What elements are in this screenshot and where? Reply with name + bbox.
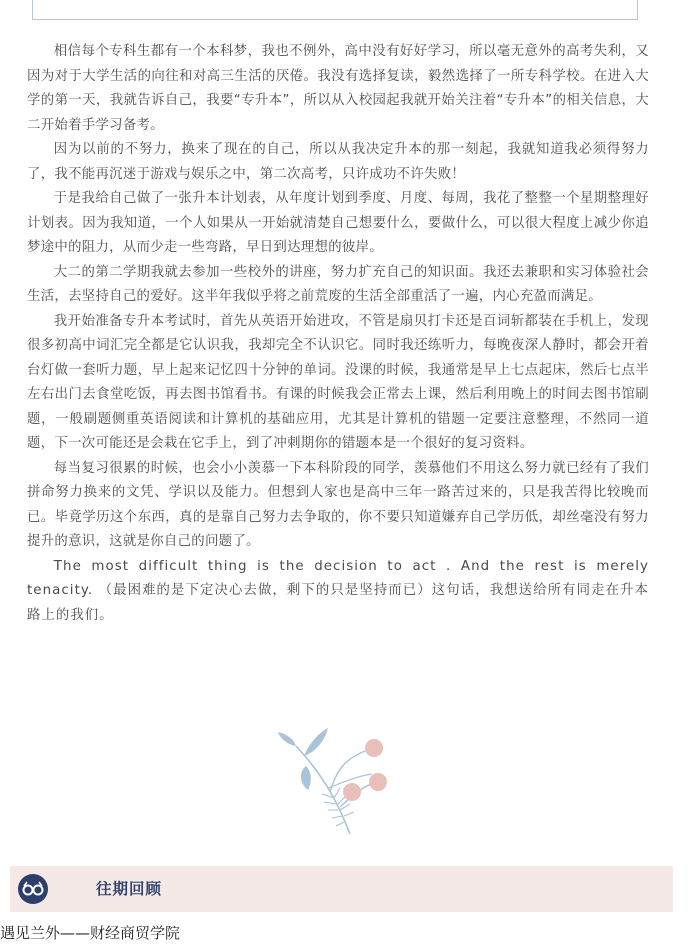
article-paragraph-5: 我开始准备专升本考试时，首先从英语开始进攻，不管是扇贝打卡还是百词斩都装在手机上，发现很多初高中词汇完全都是它认识我，我却完全不认识它。同时我还练听力，每晚夜深人静时，都会开着台灯做一套听力题，早上起来记忆四十分钟的单词。没课的时候，我通常是早上七点起床，然后七点半左右出门去食堂吃饭，再去图书馆看书。有课的时候我会正常去上课，然后利用晚上的时间去图书馆刷题，一般刷题侧重英语阅读和计算机的基础应用，尤其是计算机的错题一定要注意整理，不然同一道题，下一次可能还是会栽在它手上，到了冲刺期你的错题本是一个很好的复习资料。 [27, 313, 649, 451]
quote-english: The most difficult thing is the decision to act . And the rest is merely tenacity. [27, 558, 649, 598]
article-paragraph-2: 因为以前的不努力，换来了现在的自己，所以从我决定升本的那一刻起，我就知道我必须得努力了，我不能再沉迷于游戏与娱乐之中，第二次高考，只许成功不许失败！ [27, 142, 649, 182]
article-closing-quote [27, 555, 649, 629]
history-title[interactable]: 往期回顾 [96, 880, 163, 898]
related-article-link[interactable]: 遇见兰外——财经商贸学院 [0, 924, 181, 942]
article-body [27, 40, 649, 628]
top-frame-border [32, 0, 638, 20]
article-paragraph-3: 于是我给自己做了一张升本计划表，从年度计划到季度、月度、每周，我花了整整一个星期整理好计划表。因为我知道，一个人如果从一开始就清楚自己想要什么，要做什么，可以很大程度上减少你追梦途中的阻力，从而少走一些弯路，早日到达理想的彼岸。 [27, 191, 649, 255]
glasses-icon [18, 874, 48, 904]
quote-chinese: （最困难的是下定决心去做，剩下的只是坚持而已）这句话，我想送给所有同走在升本路上的我们。 [27, 583, 649, 623]
article-paragraph-1: 相信每个专科生都有一个本科梦，我也不例外，高中没有好好学习，所以毫无意外的高考失利，又因为对于大学生活的向往和对高三生活的厌倦。我没有选择复读，毅然选择了一所专科学校。在进入大学的第一天，我就告诉自己，我要“专升本”，所以从入校园起我就开始关注着“专升本”的相关信息，大二开始着手学习备考。 [27, 44, 649, 133]
history-section-bar [10, 866, 673, 912]
article-paragraph-6: 每当复习很累的时候，也会小小羡慕一下本科阶段的同学，羡慕他们不用这么努力就已经有了我们拼命努力换来的文凭、学识以及能力。但想到人家也是高中三年一路苦过来的，只是我苦得比较晚而已。毕竟学历这个东西，真的是靠自己努力去争取的，你不要只知道嫌弃自己学历低，却丝毫没有努力提升的意识，这就是你自己的问题了。 [27, 460, 649, 549]
article-paragraph-4: 大二的第二学期我就去参加一些校外的讲座，努力扩充自己的知识面。我还去兼职和实习体验社会生活，去坚持自己的爱好。这半年我似乎将之前荒废的生活全部重活了一遍，内心充盈而满足。 [27, 264, 649, 304]
floral-sprig-icon [270, 712, 410, 842]
